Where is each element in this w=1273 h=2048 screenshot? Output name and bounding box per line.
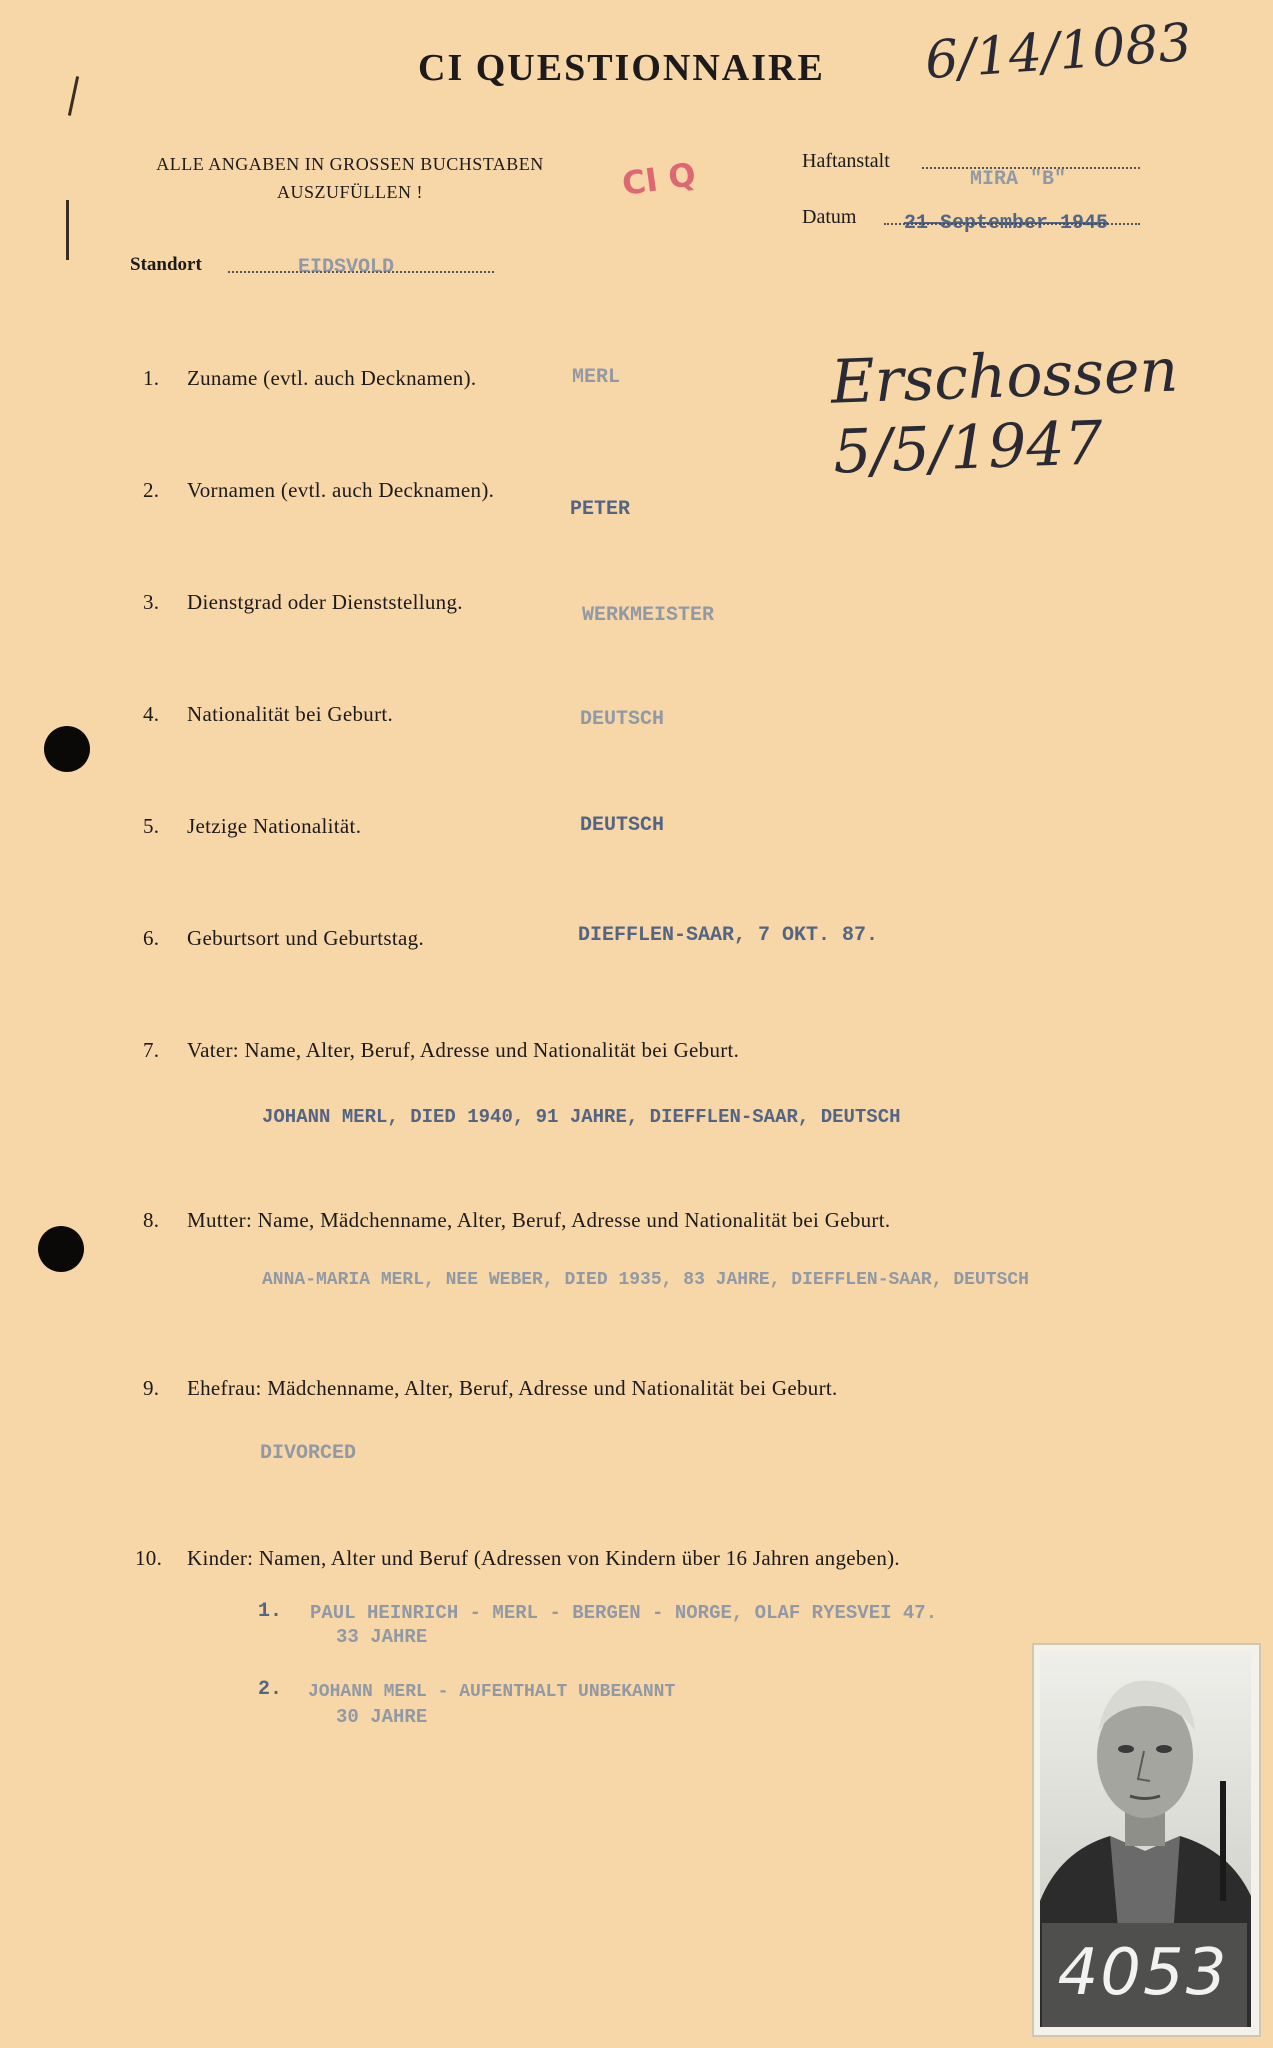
question-number: 4. <box>143 702 160 726</box>
mugshot-photo <box>1032 1643 1261 2037</box>
question-number: 8. <box>143 1208 160 1232</box>
answer-7: JOHANN MERL, DIED 1940, 91 JAHRE, DIEFFLEN-SAAR, DEUTSCH <box>262 1106 901 1128</box>
punch-hole <box>44 726 90 772</box>
question-label: Dienstgrad oder Dienststellung. <box>187 590 463 614</box>
punch-hole <box>38 1226 84 1272</box>
question-6 <box>143 926 424 951</box>
question-label: Jetzige Nationalität. <box>187 814 362 838</box>
standort-value: EIDSVOLD <box>298 256 395 279</box>
question-number: 1. <box>143 366 160 390</box>
question-label: Geburtsort und Geburtstag. <box>187 926 425 950</box>
question-label: Kinder: Namen, Alter und Beruf (Adressen von Kindern über 16 Jahren angeben). <box>187 1546 900 1570</box>
answer-5: DEUTSCH <box>580 814 665 837</box>
ci-stamp: CI Q <box>619 155 699 203</box>
question-number: 7. <box>143 1038 160 1062</box>
answer-6: DIEFFLEN-SAAR, 7 OKT. 87. <box>578 924 879 947</box>
question-number: 2. <box>143 478 160 502</box>
answer-2: PETER <box>570 498 631 521</box>
haftanstalt-value: MIRA "B" <box>970 168 1067 191</box>
question-3 <box>143 590 463 615</box>
question-number: 6. <box>143 926 160 950</box>
answer-1: MERL <box>572 366 621 389</box>
standort-label: Standort <box>130 254 202 275</box>
instructions <box>130 150 570 206</box>
question-number: 5. <box>143 814 160 838</box>
datum-value: 21 September 1945 <box>904 212 1109 235</box>
question-8 <box>143 1208 890 1233</box>
child-2-line1: JOHANN MERL - AUFENTHALT UNBEKANNT <box>308 1682 676 1702</box>
instructions-line-1: ALLE ANGABEN IN GROSSEN BUCHSTABEN <box>156 154 544 174</box>
question-label: Mutter: Name, Mädchenname, Alter, Beruf, Adresse und Nationalität bei Geburt. <box>187 1208 891 1232</box>
question-label: Zuname (evtl. auch Decknamen). <box>187 366 477 390</box>
margin-mark <box>68 76 79 116</box>
question-2 <box>143 478 494 503</box>
haftanstalt-label: Haftanstalt <box>802 150 890 172</box>
question-9 <box>143 1376 838 1401</box>
handwritten-note: Erschossen 5/5/1947 <box>829 335 1180 488</box>
question-1 <box>143 366 476 391</box>
question-label: Nationalität bei Geburt. <box>187 702 394 726</box>
question-label: Vater: Name, Alter, Beruf, Adresse und Nationalität bei Geburt. <box>187 1038 740 1062</box>
question-label: Ehefrau: Mädchenname, Alter, Beruf, Adresse und Nationalität bei Geburt. <box>187 1376 838 1400</box>
margin-mark <box>66 200 69 260</box>
question-label: Vornamen (evtl. auch Decknamen). <box>187 478 495 502</box>
question-number: 10. <box>135 1546 163 1570</box>
answer-9: DIVORCED <box>260 1442 357 1465</box>
question-5 <box>143 814 361 839</box>
question-number: 3. <box>143 590 160 614</box>
instructions-line-2: AUSZUFÜLLEN ! <box>277 182 423 202</box>
answer-4: DEUTSCH <box>580 708 665 731</box>
question-number: 9. <box>143 1376 160 1400</box>
child-1-line1: PAUL HEINRICH - MERL - BERGEN - NORGE, OLAF RYESVEI 47. <box>310 1602 938 1624</box>
answer-3: WERKMEISTER <box>582 604 715 627</box>
child-1-line2: 33 JAHRE <box>336 1626 428 1648</box>
datum-label: Datum <box>802 206 857 228</box>
page-title: CI QUESTIONNAIRE <box>418 47 825 89</box>
photo-id-number: 4053 <box>1057 1936 1229 2010</box>
question-10 <box>135 1546 900 1571</box>
question-4 <box>143 702 393 727</box>
answer-8: ANNA-MARIA MERL, NEE WEBER, DIED 1935, 83 JAHRE, DIEFFLEN-SAAR, DEUTSCH <box>262 1270 1029 1290</box>
child-1-number: 1. <box>258 1600 283 1623</box>
handwritten-file-number: 6/14/1083 <box>923 12 1194 92</box>
child-2-line2: 30 JAHRE <box>336 1706 428 1728</box>
child-2-number: 2. <box>258 1678 283 1701</box>
question-7 <box>143 1038 739 1063</box>
